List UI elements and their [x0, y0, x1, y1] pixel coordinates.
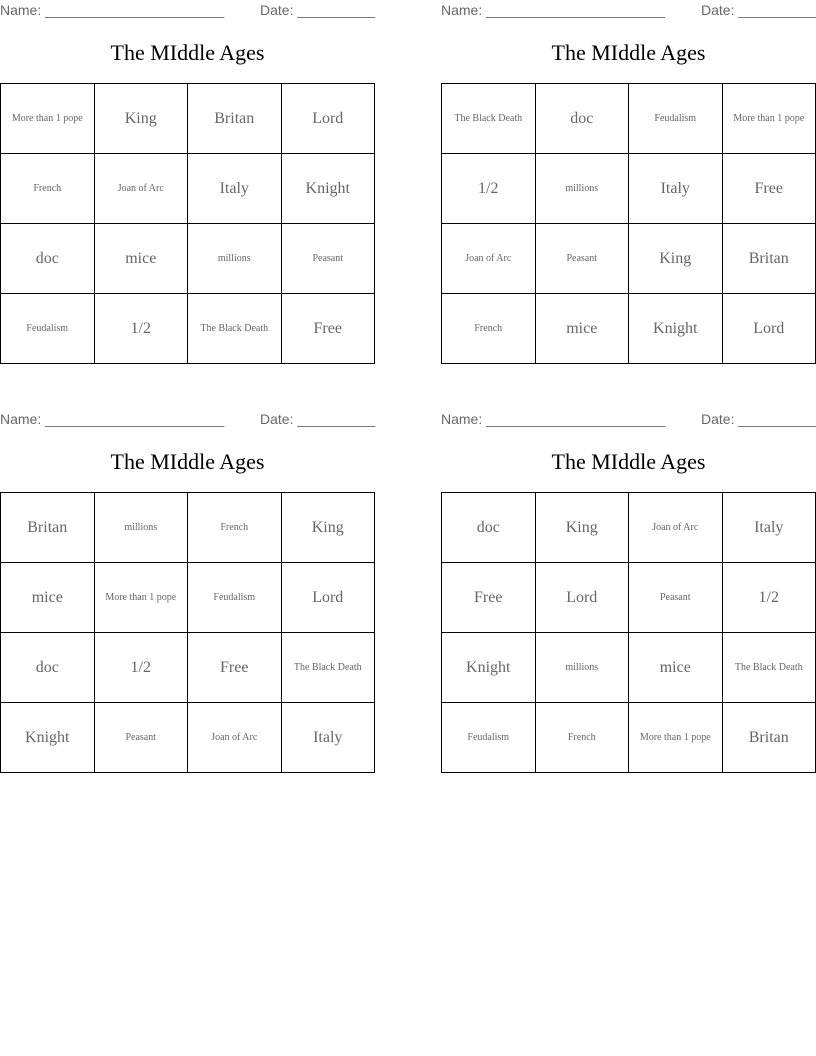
grid-cell: Feudalism [629, 84, 723, 154]
card-title: The MIddle Ages [551, 40, 706, 65]
name-field-label: Name: _______________________ [441, 2, 666, 18]
grid-cell: Feudalism [188, 563, 282, 633]
grid-cell: Joan of Arc [442, 224, 536, 294]
grid-row [1, 84, 375, 154]
grid-cell: The Black Death [188, 294, 282, 364]
grid-cell: Lord [281, 563, 375, 633]
grid-cell: More than 1 pope [722, 84, 816, 154]
name-field-label: Name: _______________________ [0, 2, 225, 18]
grid-cell: mice [1, 563, 95, 633]
grid-row [1, 154, 375, 224]
grid-cell: doc [1, 633, 95, 703]
grid-row [442, 563, 816, 633]
grid-cell: Feudalism [1, 294, 95, 364]
grid-cell: 1/2 [94, 633, 188, 703]
grid-cell: Italy [188, 154, 282, 224]
bingo-card-3 [0, 409, 375, 779]
card-header [0, 2, 375, 20]
grid-cell: doc [535, 84, 629, 154]
grid-cell: millions [535, 154, 629, 224]
grid-cell: Britan [1, 493, 95, 563]
card-header [0, 411, 375, 429]
grid-cell: Knight [442, 633, 536, 703]
grid-cell: 1/2 [94, 294, 188, 364]
name-field-label: Name: _______________________ [441, 411, 666, 427]
grid-cell: Free [281, 294, 375, 364]
grid-cell: More than 1 pope [94, 563, 188, 633]
grid-row [1, 294, 375, 364]
grid-cell: King [281, 493, 375, 563]
grid-cell: Lord [535, 563, 629, 633]
grid-cell: Free [188, 633, 282, 703]
grid-cell: Joan of Arc [94, 154, 188, 224]
grid-cell: Joan of Arc [629, 493, 723, 563]
grid-cell: mice [535, 294, 629, 364]
date-field-label: Date: __________ [260, 2, 376, 18]
grid-cell: 1/2 [722, 563, 816, 633]
card-title: The MIddle Ages [110, 449, 265, 474]
grid-cell: French [535, 703, 629, 773]
grid-cell: Knight [281, 154, 375, 224]
grid-cell: French [1, 154, 95, 224]
grid-cell: More than 1 pope [1, 84, 95, 154]
grid-cell: Feudalism [442, 703, 536, 773]
bingo-grid [441, 83, 816, 364]
grid-cell: doc [1, 224, 95, 294]
grid-row [442, 703, 816, 773]
grid-cell: Britan [722, 224, 816, 294]
grid-cell: Knight [1, 703, 95, 773]
grid-cell: Italy [629, 154, 723, 224]
grid-cell: mice [629, 633, 723, 703]
grid-cell: More than 1 pope [629, 703, 723, 773]
grid-row [1, 633, 375, 703]
grid-cell: doc [442, 493, 536, 563]
grid-cell: millions [188, 224, 282, 294]
grid-cell: King [629, 224, 723, 294]
grid-row [442, 84, 816, 154]
grid-cell: Britan [722, 703, 816, 773]
card-header [441, 2, 816, 20]
date-field-label: Date: __________ [701, 2, 816, 18]
grid-row [1, 493, 375, 563]
bingo-grid [441, 492, 816, 773]
grid-cell: Joan of Arc [188, 703, 282, 773]
grid-cell: King [94, 84, 188, 154]
grid-cell: The Black Death [722, 633, 816, 703]
grid-cell: Lord [281, 84, 375, 154]
grid-cell: King [535, 493, 629, 563]
card-title: The MIddle Ages [551, 449, 706, 474]
grid-row [1, 703, 375, 773]
bingo-card-1 [0, 0, 375, 370]
grid-cell: Free [722, 154, 816, 224]
grid-cell: Britan [188, 84, 282, 154]
grid-cell: The Black Death [281, 633, 375, 703]
name-field-label: Name: _______________________ [0, 411, 225, 427]
grid-cell: 1/2 [442, 154, 536, 224]
bingo-card-4 [441, 409, 816, 779]
bingo-grid [0, 492, 375, 773]
grid-row [442, 493, 816, 563]
date-field-label: Date: __________ [260, 411, 376, 427]
grid-cell: Free [442, 563, 536, 633]
card-title: The MIddle Ages [110, 40, 265, 65]
card-header [441, 411, 816, 429]
grid-cell: Italy [722, 493, 816, 563]
grid-cell: Italy [281, 703, 375, 773]
grid-cell: French [188, 493, 282, 563]
grid-cell: Peasant [629, 563, 723, 633]
grid-cell: The Black Death [442, 84, 536, 154]
grid-row [1, 224, 375, 294]
date-field-label: Date: __________ [701, 411, 816, 427]
grid-row [442, 633, 816, 703]
grid-cell: Peasant [94, 703, 188, 773]
grid-cell: millions [94, 493, 188, 563]
grid-cell: mice [94, 224, 188, 294]
bingo-grid [0, 83, 375, 364]
bingo-card-2 [441, 0, 816, 370]
grid-cell: Lord [722, 294, 816, 364]
grid-row [1, 563, 375, 633]
grid-row [442, 224, 816, 294]
grid-row [442, 294, 816, 364]
grid-row [442, 154, 816, 224]
grid-cell: French [442, 294, 536, 364]
grid-cell: millions [535, 633, 629, 703]
grid-cell: Knight [629, 294, 723, 364]
grid-cell: Peasant [535, 224, 629, 294]
grid-cell: Peasant [281, 224, 375, 294]
